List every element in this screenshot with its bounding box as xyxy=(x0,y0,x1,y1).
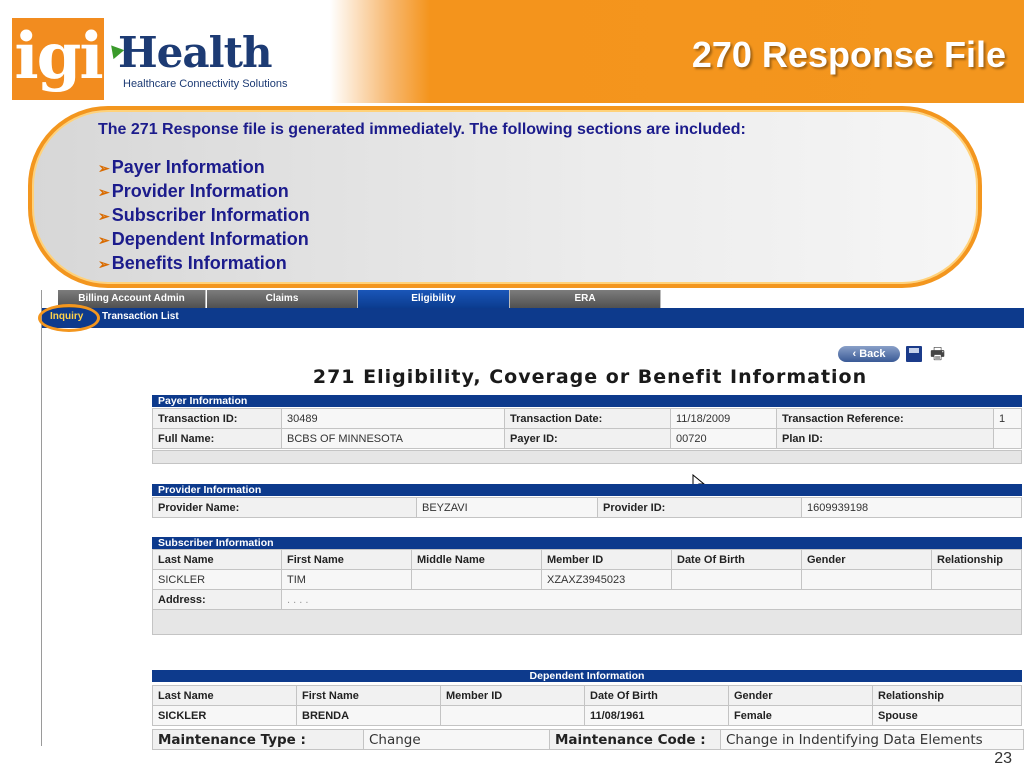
arrow-bullet-icon: ➢ xyxy=(98,232,110,248)
transaction-date-value: 11/18/2009 xyxy=(671,409,777,429)
tab-eligibility[interactable]: Eligibility xyxy=(358,290,510,308)
dependent-table xyxy=(152,685,1022,726)
callout-item: ➢ Payer Information xyxy=(98,157,265,177)
subscriber-middle-name xyxy=(412,570,542,590)
column-header: Last Name xyxy=(153,686,297,706)
column-header: Relationship xyxy=(873,686,1022,706)
dependent-last-name: SICKLER xyxy=(153,706,297,726)
payer-section-footer xyxy=(152,450,1022,464)
payer-table xyxy=(152,408,1022,449)
dependent-dob: 11/08/1961 xyxy=(585,706,729,726)
table-row xyxy=(153,730,1024,750)
column-header: First Name xyxy=(282,550,412,570)
dependent-gender: Female xyxy=(729,706,873,726)
column-header: Last Name xyxy=(153,550,282,570)
subscriber-section-header: Subscriber Information xyxy=(152,537,1022,549)
tab-billing-account-admin[interactable]: Billing Account Admin xyxy=(58,290,206,308)
column-header: Relationship xyxy=(932,550,1022,570)
subscriber-first-name: TIM xyxy=(282,570,412,590)
table-header-row xyxy=(153,686,1022,706)
maintenance-type-label: Maintenance Type : xyxy=(153,730,364,750)
provider-id-value: 1609939198 xyxy=(802,498,1022,518)
tab-claims[interactable]: Claims xyxy=(207,290,358,308)
maintenance-table xyxy=(152,729,1024,750)
table-row xyxy=(153,429,1022,449)
column-header: Gender xyxy=(802,550,932,570)
transaction-ref-label: Transaction Reference: xyxy=(777,409,994,429)
subscriber-table xyxy=(152,549,1022,610)
maintenance-code-value: Change in Indentifying Data Elements xyxy=(721,730,1024,750)
dependent-relationship: Spouse xyxy=(873,706,1022,726)
subscriber-dob xyxy=(672,570,802,590)
subscriber-relationship xyxy=(932,570,1022,590)
logo-tagline: Healthcare Connectivity Solutions xyxy=(123,78,288,90)
igi-logo: igi xyxy=(12,18,104,100)
callout-list xyxy=(98,155,310,275)
dependent-first-name: BRENDA xyxy=(297,706,441,726)
address-value: . . . . xyxy=(282,590,1022,610)
table-row xyxy=(153,498,1022,518)
maintenance-code-label: Maintenance Code : xyxy=(550,730,721,750)
subscriber-member-id: XZAXZ3945023 xyxy=(542,570,672,590)
subnav-transaction-list-link[interactable]: Transaction List xyxy=(102,311,179,322)
print-icon[interactable]: 🖶 xyxy=(930,344,946,363)
transaction-id-value: 30489 xyxy=(282,409,505,429)
provider-section-header: Provider Information xyxy=(152,484,1022,496)
subscriber-gender xyxy=(802,570,932,590)
address-label: Address: xyxy=(153,590,282,610)
transaction-id-label: Transaction ID: xyxy=(153,409,282,429)
subnav-inquiry-link[interactable]: Inquiry xyxy=(50,311,84,322)
payer-id-label: Payer ID: xyxy=(505,429,671,449)
app-frame-border xyxy=(41,290,42,746)
arrow-bullet-icon: ➢ xyxy=(98,256,110,272)
full-name-label: Full Name: xyxy=(153,429,282,449)
arrow-bullet-icon: ➢ xyxy=(98,208,110,224)
slide-title: 270 Response File xyxy=(691,34,1006,75)
callout-item: ➢ Benefits Information xyxy=(98,253,287,273)
column-header: First Name xyxy=(297,686,441,706)
column-header: Date Of Birth xyxy=(585,686,729,706)
provider-name-value: BEYZAVI xyxy=(417,498,598,518)
callout-item: ➢ Subscriber Information xyxy=(98,205,310,225)
arrow-bullet-icon: ➢ xyxy=(98,160,110,176)
table-row xyxy=(153,570,1022,590)
provider-id-label: Provider ID: xyxy=(598,498,802,518)
save-icon[interactable] xyxy=(906,346,922,362)
maintenance-type-value: Change xyxy=(364,730,550,750)
column-header: Gender xyxy=(729,686,873,706)
highlight-ring xyxy=(38,304,100,332)
provider-table xyxy=(152,497,1022,518)
column-header: Date Of Birth xyxy=(672,550,802,570)
plan-id-label: Plan ID: xyxy=(777,429,994,449)
tab-bar xyxy=(42,290,1024,308)
transaction-date-label: Transaction Date: xyxy=(505,409,671,429)
table-header-row xyxy=(153,550,1022,570)
column-header: Middle Name xyxy=(412,550,542,570)
sub-navigation xyxy=(42,308,1024,328)
full-name-value: BCBS OF MINNESOTA xyxy=(282,429,505,449)
page-heading: 271 Eligibility, Coverage or Benefit Information xyxy=(312,366,868,388)
column-header: Member ID xyxy=(441,686,585,706)
provider-name-label: Provider Name: xyxy=(153,498,417,518)
transaction-ref-value: 1 xyxy=(994,409,1022,429)
payer-id-value: 00720 xyxy=(671,429,777,449)
table-row xyxy=(153,706,1022,726)
callout-item: ➢ Dependent Information xyxy=(98,229,309,249)
back-button[interactable]: ‹ Back xyxy=(838,346,900,362)
dependent-member-id xyxy=(441,706,585,726)
table-row xyxy=(153,590,1022,610)
health-logo-text: Health xyxy=(118,28,272,77)
callout-intro: The 271 Response file is generated immediately. The following sections are included: xyxy=(98,121,746,138)
table-row xyxy=(153,409,1022,429)
slide-number: 23 xyxy=(994,750,1012,767)
plan-id-value xyxy=(994,429,1022,449)
dependent-section-header: Dependent Information xyxy=(152,670,1022,682)
arrow-bullet-icon: ➢ xyxy=(98,184,110,200)
subscriber-last-name: SICKLER xyxy=(153,570,282,590)
tab-era[interactable]: ERA xyxy=(510,290,661,308)
column-header: Member ID xyxy=(542,550,672,570)
callout-item: ➢ Provider Information xyxy=(98,181,289,201)
payer-section-header: Payer Information xyxy=(152,395,1022,407)
